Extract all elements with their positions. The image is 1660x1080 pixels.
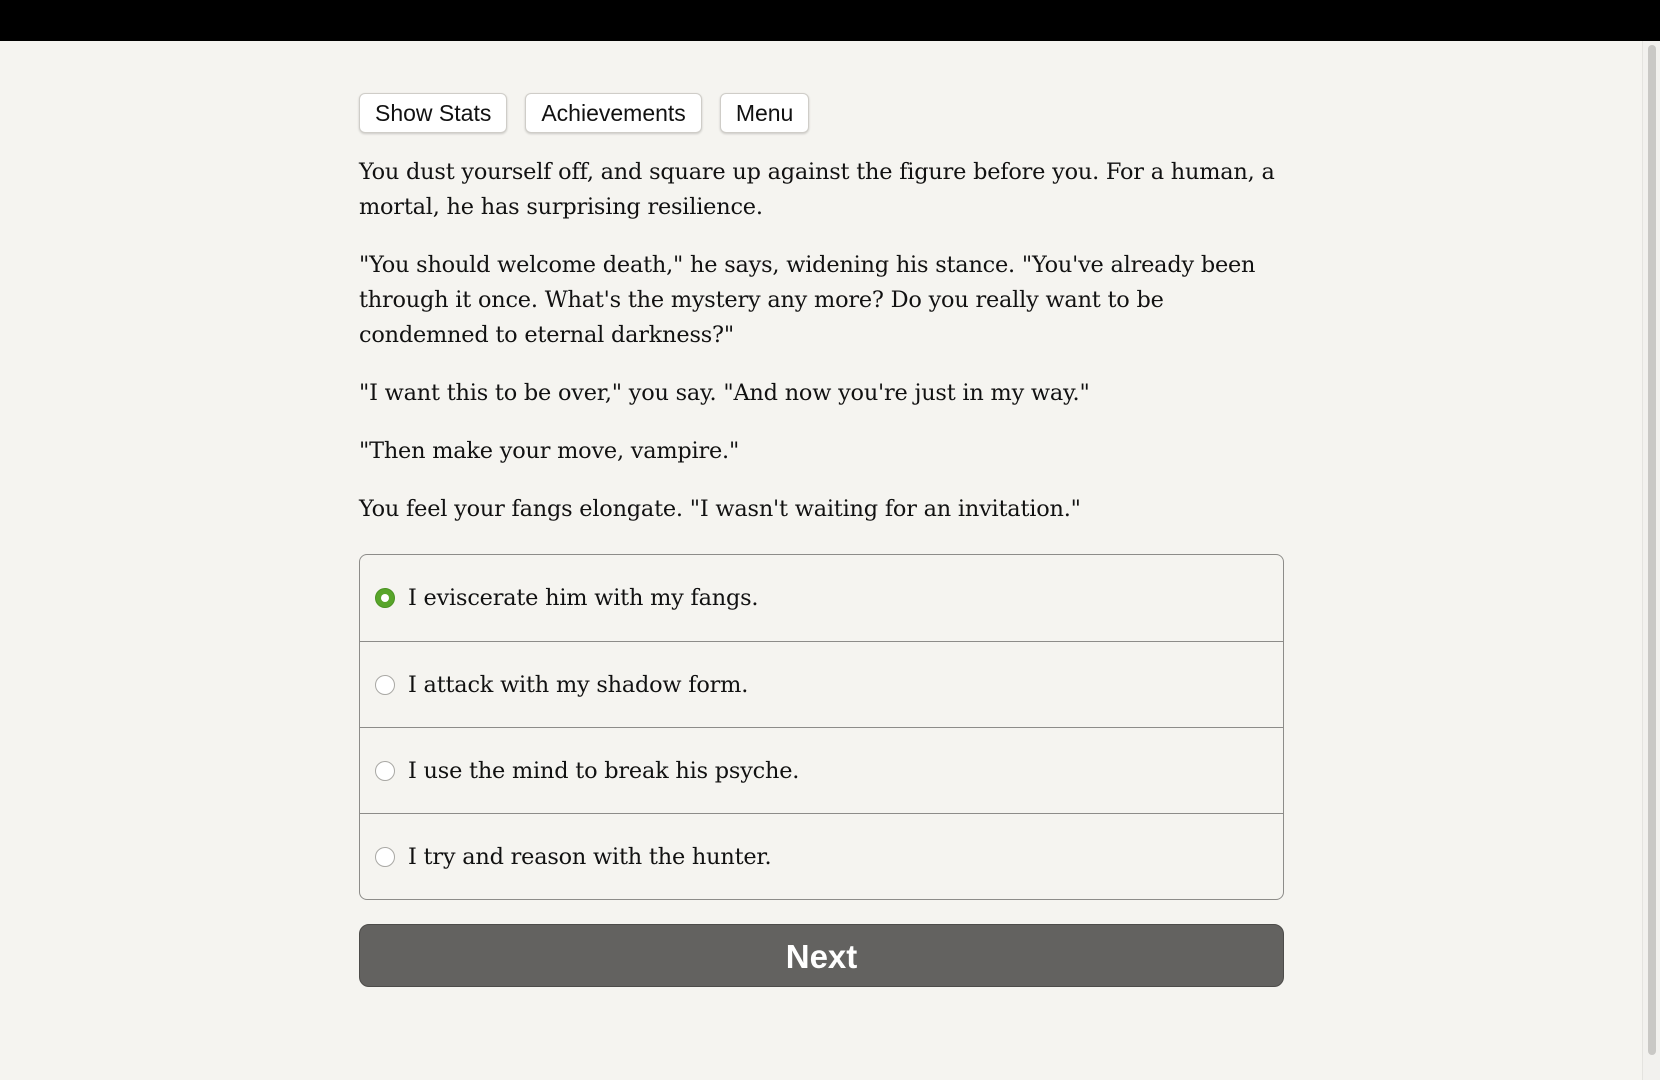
- story-paragraph: "Then make your move, vampire.": [359, 438, 740, 464]
- story-paragraph: "You should welcome death," he says, widening his stance. "You've already been through it once. What's the mystery any more? Do you really want to be condemned to eternal darkness?": [359, 252, 1256, 348]
- story-paragraph: You feel your fangs elongate. "I wasn't waiting for an invitation.": [359, 496, 1081, 522]
- window-top-bar: [0, 0, 1660, 41]
- radio-selected-icon[interactable]: [375, 588, 395, 608]
- choice-label: I try and reason with the hunter.: [408, 843, 772, 870]
- achievements-button[interactable]: Achievements: [525, 93, 701, 133]
- choice-option-reason[interactable]: [360, 813, 1283, 899]
- show-stats-button[interactable]: Show Stats: [359, 93, 507, 133]
- choice-option-mind[interactable]: [360, 727, 1283, 813]
- menu-button[interactable]: Menu: [720, 93, 810, 133]
- radio-unselected-icon[interactable]: [375, 761, 395, 781]
- story-paragraph: You dust yourself off, and square up against the figure before you. For a human, a mortal, he has surprising resilience.: [359, 159, 1275, 220]
- game-content: [359, 93, 1284, 987]
- choice-label: I eviscerate him with my fangs.: [408, 585, 759, 611]
- toolbar: [359, 93, 1284, 133]
- choice-option-shadow-form[interactable]: [360, 641, 1283, 727]
- choice-list: [359, 554, 1284, 900]
- scrollbar-thumb[interactable]: [1648, 45, 1656, 1055]
- choice-label: I attack with my shadow form.: [408, 671, 749, 698]
- choice-option-eviscerate[interactable]: [360, 555, 1283, 641]
- story-paragraph: "I want this to be over," you say. "And now you're just in my way.": [359, 380, 1090, 406]
- radio-unselected-icon[interactable]: [375, 847, 395, 867]
- story-text: [359, 155, 1284, 527]
- next-button[interactable]: Next: [359, 924, 1284, 987]
- radio-unselected-icon[interactable]: [375, 675, 395, 695]
- choice-label: I use the mind to break his psyche.: [408, 757, 800, 784]
